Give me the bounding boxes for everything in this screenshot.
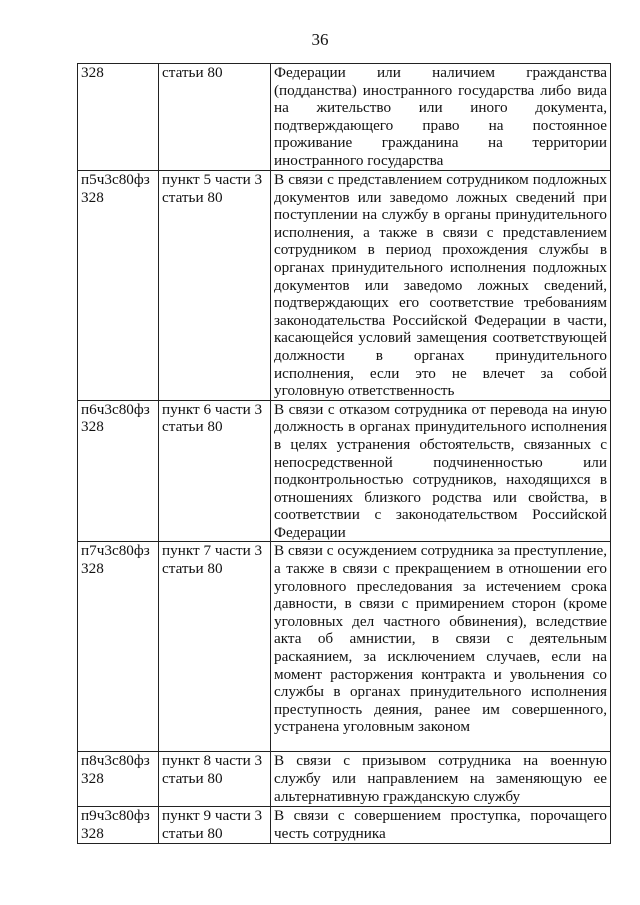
dismissal-grounds-table: [77, 63, 611, 844]
description-cell: В связи с отказом сотрудника от перевода на иную должность в органах принудительного исполнения в целях устранения обстоятельств, связанных с непосредственной подчиненностью или подконтрольностью сотрудников, находящихся в отношениях близкого родства или свойства, в соответствии с законодательством Российской Федерации: [271, 400, 611, 542]
description-cell: В связи с представлением сотрудником подложных документов или заведомо ложных сведений при поступлении на службу в органы принудительного исполнения, а также в связи с представлением сотрудником в период прохождения службы в органах принудительного исполнения подложных документов или заведомо ложных сведений, подтверждающих его соответствие требованиям законодательства Российской Федерации в части, касающейся условий замещения соответствующей должности в органах принудительного исполнения, если это не влечет за собой уголовную ответственность: [271, 171, 611, 401]
basis-cell: [159, 400, 271, 542]
code-cell: [78, 807, 159, 843]
basis-cell: [159, 171, 271, 401]
table-row: [78, 752, 611, 807]
code-cell: [78, 171, 159, 401]
basis-text: статьи 80: [162, 188, 223, 206]
basis-cell: [159, 752, 271, 807]
basis-text: статьи 80: [162, 64, 223, 81]
table-row: [78, 807, 611, 843]
page-number: 36: [311, 30, 329, 49]
basis-text: статьи 80: [162, 825, 223, 843]
code-text: 328: [81, 64, 104, 81]
code-text: 328: [81, 560, 104, 578]
basis-cell: [159, 542, 271, 752]
description-cell: В связи с осуждением сотрудника за преступление, а также в связи с прекращением в отношении его уголовного преследования за истечением срока давности, в связи с примирением сторон (кроме уголовных дел частного обвинения), вследствие акта об амнистии, в связи с деятельным раскаянием, за исключением случаев, если на момент расторжения контракта и увольнения со службы в органах принудительного исполнения преступность деяния, ранее им совершенного, устранена уголовным законом: [271, 542, 611, 752]
basis-text: статьи 80: [162, 418, 223, 436]
table-row: [78, 400, 611, 542]
code-text: 328: [81, 188, 104, 206]
code-cell: [78, 400, 159, 542]
basis-text: пункт 9 части 3: [162, 807, 263, 825]
description-cell: В связи с совершением проступка, порочащего честь сотрудника: [271, 807, 611, 843]
basis-text: пункт 8 части 3: [162, 752, 263, 770]
basis-text: пункт 6 части 3: [162, 400, 263, 418]
basis-cell: [159, 807, 271, 843]
description-cell: Федерации или наличием гражданства (подданства) иностранного государства либо вида на жительство или иного документа, подтверждающего право на постоянное проживание гражданина на территории иностранного государства: [271, 64, 611, 171]
code-text: п9ч3с80фз: [81, 807, 150, 825]
table-row: [78, 171, 611, 401]
code-text: п5ч3с80фз: [81, 171, 150, 188]
table-row: [78, 64, 611, 171]
basis-text: пункт 7 части 3: [162, 542, 263, 560]
description-cell: В связи с призывом сотрудника на военную службу или направлением на заменяющую ее альтернативную гражданскую службу: [271, 752, 611, 807]
code-text: п7ч3с80фз: [81, 542, 150, 560]
code-cell: [78, 752, 159, 807]
basis-cell: [159, 64, 271, 171]
code-text: 328: [81, 825, 104, 843]
basis-text: статьи 80: [162, 770, 223, 788]
code-text: п8ч3с80фз: [81, 752, 150, 770]
code-cell: [78, 542, 159, 752]
code-text: п6ч3с80фз: [81, 400, 150, 418]
code-cell: [78, 64, 159, 171]
code-text: 328: [81, 418, 104, 436]
basis-text: пункт 5 части 3: [162, 171, 263, 188]
basis-text: статьи 80: [162, 560, 223, 578]
code-text: 328: [81, 770, 104, 788]
table-row: [78, 542, 611, 752]
